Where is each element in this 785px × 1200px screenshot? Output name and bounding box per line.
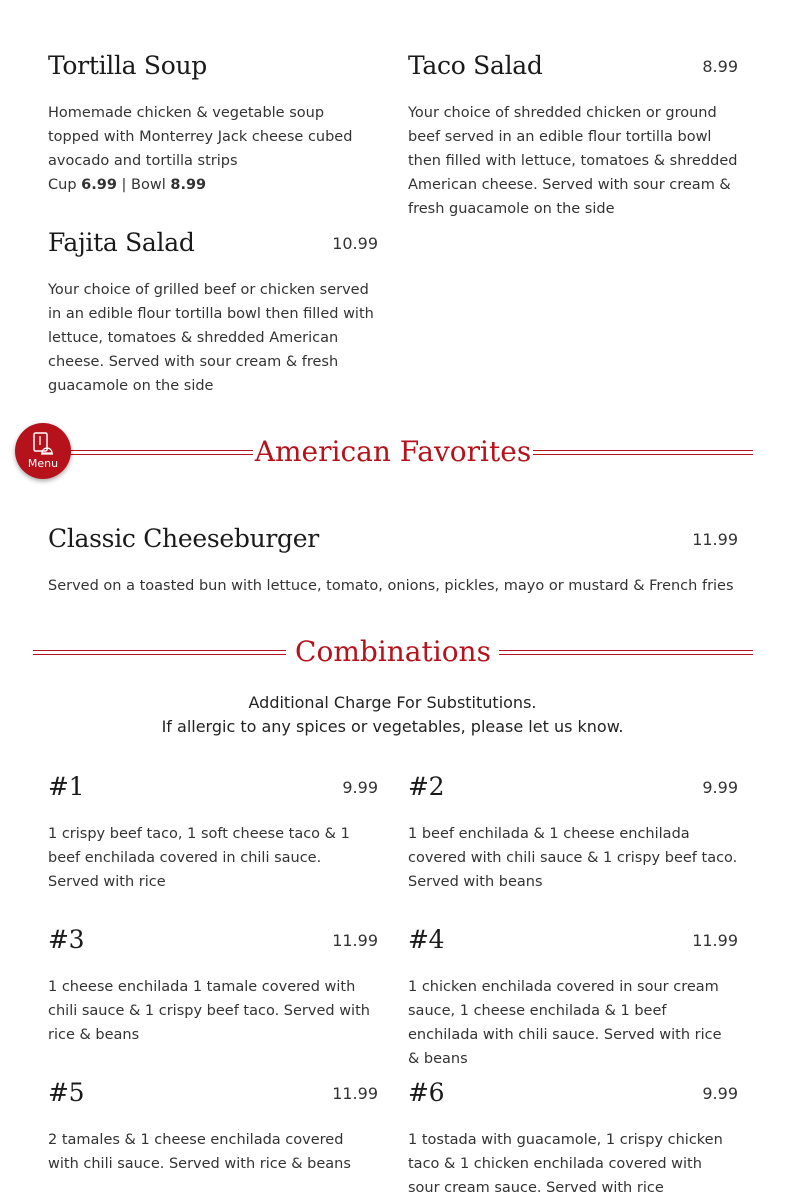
menu-card-icon [33, 432, 55, 456]
item-price: 11.99 [332, 1084, 378, 1103]
section-title: American Favorites [254, 435, 532, 468]
combo-item-3 [48, 925, 378, 1045]
menu-button-label: Menu [27, 457, 59, 470]
item-name: #4 [408, 925, 445, 954]
item-price: 10.99 [332, 234, 378, 253]
item-price: 9.99 [702, 1084, 738, 1103]
item-name: Classic Cheeseburger [48, 524, 319, 553]
menu-button[interactable] [15, 423, 71, 479]
item-description: 1 crispy beef taco, 1 soft cheese taco & 1 beef enchilada covered in chili sauce. Served with rice [48, 826, 350, 890]
item-description: Your choice of grilled beef or chicken served in an edible flour tortilla bowl then filled with lettuce, tomatoes & shredded American cheese. Served with sour cream & fresh guacamole on the side [48, 282, 374, 394]
item-description: 2 tamales & 1 cheese enchilada covered with chili sauce. Served with rice & beans [48, 1132, 351, 1172]
cup-price: 6.99 [81, 177, 117, 193]
item-description [48, 101, 378, 197]
item-description: 1 cheese enchilada 1 tamale covered with chili sauce & 1 crispy beef taco. Served with rice & beans [48, 979, 370, 1043]
combo-item-6 [408, 1078, 738, 1196]
divider-right [499, 650, 753, 655]
item-description-text: Homemade chicken & vegetable soup topped with Monterrey Jack cheese cubed avocado and tortilla strips [48, 105, 353, 169]
menu-item-classic-cheeseburger [48, 524, 738, 594]
item-description: 1 chicken enchilada covered in sour cream sauce, 1 cheese enchilada & 1 beef enchilada with chili sauce. Served with rice & beans [408, 979, 722, 1067]
item-name: #5 [48, 1078, 85, 1107]
item-name: Taco Salad [408, 51, 543, 80]
item-price: 11.99 [332, 931, 378, 950]
cup-label: Cup [48, 177, 77, 193]
substitution-note: Additional Charge For Substitutions. [248, 693, 537, 712]
item-price: 9.99 [702, 778, 738, 797]
item-name: #3 [48, 925, 85, 954]
item-description: 1 tostada with guacamole, 1 crispy chicken taco & 1 chicken enchilada covered with sour cream sauce. Served with rice [408, 1132, 723, 1196]
item-name: #6 [408, 1078, 445, 1107]
item-name: #1 [48, 772, 85, 801]
section-header-combinations [33, 632, 753, 672]
menu-item-taco-salad [408, 51, 738, 216]
item-price: 11.99 [692, 931, 738, 950]
combo-item-2 [408, 772, 738, 892]
combo-item-5 [48, 1078, 378, 1178]
combo-item-4 [408, 925, 738, 1067]
item-name: Fajita Salad [48, 228, 195, 257]
item-price: 9.99 [342, 778, 378, 797]
item-name: #2 [408, 772, 445, 801]
price-separator: | [121, 177, 127, 193]
menu-item-fajita-salad [48, 228, 378, 393]
bowl-price: 8.99 [170, 177, 207, 193]
allergy-note: If allergic to any spices or vegetables, please let us know. [161, 717, 624, 736]
item-description: Served on a toasted bun with lettuce, tomato, onions, pickles, mayo or mustard & French fries [48, 578, 734, 594]
bowl-label: Bowl [131, 177, 166, 193]
section-title: Combinations [295, 635, 491, 668]
item-price: 11.99 [692, 530, 738, 549]
divider-right [533, 450, 753, 455]
item-price: 8.99 [702, 57, 738, 76]
item-description: Your choice of shredded chicken or ground beef served in an edible flour tortilla bowl then filled with lettuce, tomatoes & shredded American cheese. Served with sour cream & fresh guacamole on the side [408, 105, 738, 217]
menu-item-tortilla-soup [48, 51, 378, 191]
item-description: 1 beef enchilada & 1 cheese enchilada covered with chili sauce & 1 crispy beef taco. Served with beans [408, 826, 738, 890]
item-name: Tortilla Soup [48, 51, 208, 80]
section-header-american-favorites [33, 432, 753, 472]
combo-item-1 [48, 772, 378, 892]
